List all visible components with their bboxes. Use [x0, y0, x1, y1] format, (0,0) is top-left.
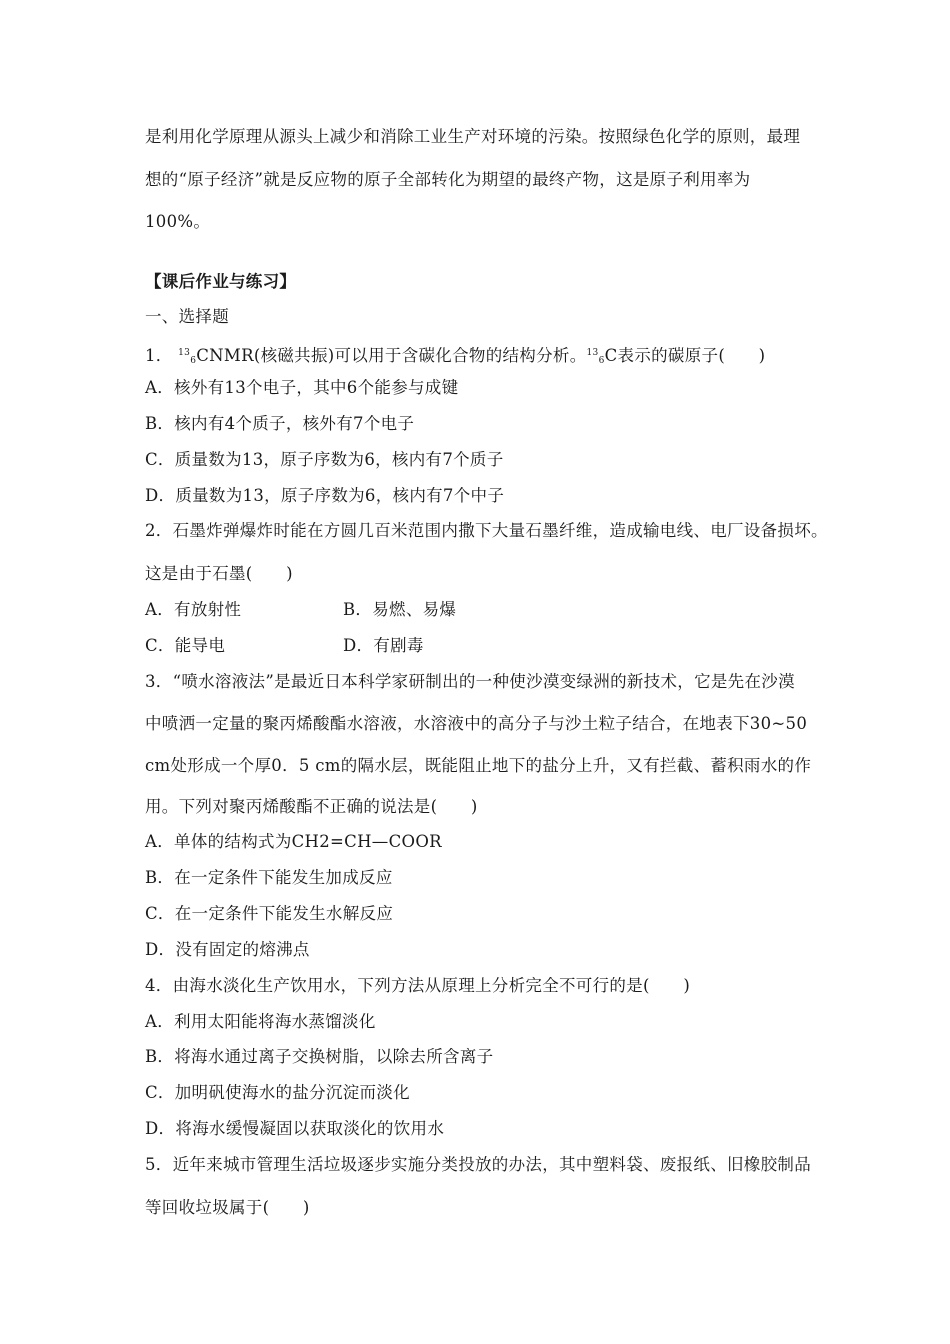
mass-number: 13	[178, 348, 191, 358]
option-c: C．能导电	[145, 636, 226, 655]
option-b: B．核内有4个质子，核外有7个电子	[145, 414, 415, 433]
question-3-line-2: 中喷洒一定量的聚丙烯酸酯水溶液，水溶液中的高分子与沙土粒子结合，在地表下30~50	[145, 714, 808, 733]
option-b: B．将海水通过离子交换树脂，以除去所含离子	[145, 1047, 494, 1066]
option-row	[145, 600, 845, 620]
option-d: D．质量数为13，原子序数为6，核内有7个中子	[145, 486, 505, 505]
question-2-line-2: 这是由于石墨( )	[145, 564, 293, 583]
question-5-line-2: 等回收垃圾属于( )	[145, 1198, 310, 1217]
atomic-number: 6	[190, 356, 197, 366]
option-c: C．质量数为13，原子序数为6，核内有7个质子	[145, 450, 504, 469]
option-row	[145, 636, 845, 656]
question-5-line-1: 5．近年来城市管理生活垃圾逐步实施分类投放的办法，其中塑料袋、废报纸、旧橡胶制品	[145, 1155, 811, 1174]
option-d: D．将海水缓慢凝固以获取淡化的饮用水	[145, 1119, 445, 1138]
question-text: CNMR(核磁共振)可以用于含碳化合物的结构分析。	[196, 346, 587, 365]
section-title: 【课后作业与练习】	[145, 272, 297, 291]
atomic-number: 6	[598, 356, 605, 366]
question-2-line-1: 2．石墨炸弹爆炸时能在方圆几百米范围内撒下大量石墨纤维，造成输电线、电厂设备损坏。	[145, 521, 828, 540]
mass-number: 13	[586, 348, 599, 358]
intro-line-1: 是利用化学原理从源头上减少和消除工业生产对环境的污染。按照绿色化学的原则，最理	[145, 127, 801, 146]
option-b: B．在一定条件下能发生加成反应	[145, 868, 393, 887]
option-a: A．有放射性	[145, 600, 242, 619]
question-4-stem: 4．由海水淡化生产饮用水，下列方法从原理上分析完全不可行的是( )	[145, 976, 691, 995]
question-1-stem	[145, 343, 765, 371]
option-c: C．加明矾使海水的盐分沉淀而淡化	[145, 1083, 410, 1102]
option-a: A．单体的结构式为CH2=CH—COOR	[145, 832, 442, 851]
question-text: C表示的碳原子( )	[604, 346, 766, 365]
option-d: D．有剧毒	[343, 636, 424, 655]
option-b: B．易燃、易爆	[343, 600, 457, 619]
option-c: C．在一定条件下能发生水解反应	[145, 904, 394, 923]
option-a: A．利用太阳能将海水蒸馏淡化	[145, 1012, 376, 1031]
question-number: 1．	[145, 346, 173, 365]
intro-line-2: 想的“原子经济”就是反应物的原子全部转化为期望的最终产物，这是原子利用率为	[145, 170, 751, 189]
option-a: A．核外有13个电子，其中6个能参与成键	[145, 378, 459, 397]
option-d: D．没有固定的熔沸点	[145, 940, 310, 959]
intro-line-3: 100%。	[145, 212, 211, 231]
question-3-line-1: 3．“喷水溶液法”是最近日本科学家研制出的一种使沙漠变绿洲的新技术，它是先在沙漠	[145, 672, 795, 691]
subsection-title: 一、选择题	[145, 307, 229, 326]
question-3-line-3: cm处形成一个厚0．5 cm的隔水层，既能阻止地下的盐分上升，又有拦截、蓄积雨水的作	[145, 756, 812, 775]
question-3-line-4: 用。下列对聚丙烯酸酯不正确的说法是( )	[145, 797, 478, 816]
